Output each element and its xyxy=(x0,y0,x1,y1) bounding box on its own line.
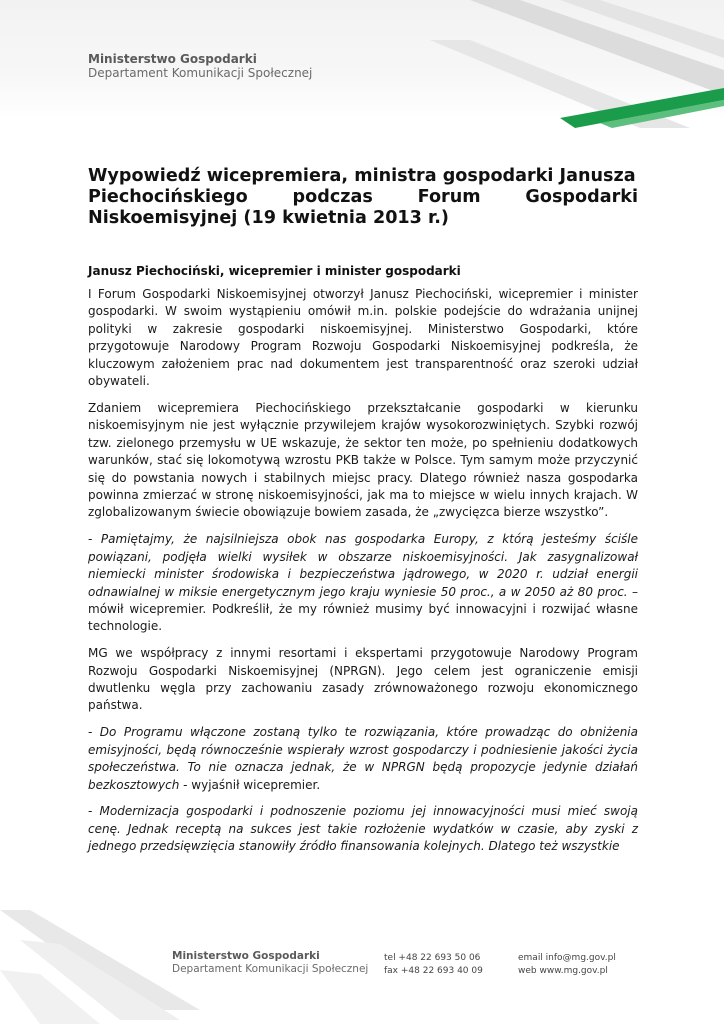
paragraph-3-quote: - Pamiętajmy, że najsilniejsza obok nas gospodarka Europy, z którą jesteśmy ściśle powiązani, podjęła wielki wysiłek w obszarze niskoemisyjności. Jak zasygnalizował niemiecki minister środowiska i bezpieczeństwa jądrowego, w 2020 r. udział energii odnawialnej w miksie energetycznym jego kraju wyniesie 50 proc., a w 2050 aż 80 proc. xyxy=(88,532,638,599)
paragraph-5-quote: - Do Programu włączone zostaną tylko te rozwiązania, które prowadząc do obniżenia emisyjności, będą równocześnie wspierały wzrost gospodarczy i podniesienie jakości życia społeczeństwa. To nie oznacza jednak, że w NPRGN będą propozycje jedynie działań bezkosztowych xyxy=(88,725,638,792)
footer-website[interactable]: web www.mg.gov.pl xyxy=(518,966,608,976)
title-line-3: Niskoemisyjnej (19 kwietnia 2013 r.) xyxy=(88,208,449,228)
byline: Janusz Piechociński, wicepremier i minister gospodarki xyxy=(88,264,461,278)
footer-fax: fax +48 22 693 40 09 xyxy=(384,966,483,976)
paragraph-3-attribution: – mówił wicepremier. Podkreślił, że my również musimy być innowacyjni i rozwijać własne technologie. xyxy=(88,584,638,634)
footer-tel: tel +48 22 693 50 06 xyxy=(384,953,481,963)
paragraph-3 xyxy=(88,531,638,635)
paragraph-5-attribution: - wyjaśnił wicepremier. xyxy=(179,777,321,792)
title-line-1: Wypowiedź wicepremiera, ministra gospodarki Janusza xyxy=(88,166,636,186)
paragraph-4: MG we współpracy z innymi resortami i ekspertami przygotowuje Narodowy Program Rozwoju Gospodarki Niskoemisyjnej (NPRGN). Jego celem jest ograniczenie emisji dwutlenku węgla przy zachowaniu zasady zrównoważonego rozwoju ekonomicznego państwa. xyxy=(88,646,638,713)
footer-dept-name: Departament Komunikacji Społecznej xyxy=(172,962,369,975)
article-body xyxy=(88,286,638,865)
header-logo xyxy=(88,52,312,81)
footer-email[interactable]: email info@mg.gov.pl xyxy=(518,953,616,963)
title-line-2: Piechocińskiego podczas Forum Gospodarki xyxy=(88,187,638,207)
document-title xyxy=(88,166,638,229)
footer-logo xyxy=(172,950,368,975)
paragraph-1: I Forum Gospodarki Niskoemisyjnej otworzył Janusz Piechociński, wicepremier i minister gospodarki. W swoim wystąpieniu omówił m.in. polskie podejście do wdrażania unijnej polityki w zakresie gospodarki niskoemisyjnej. Ministerstwo Gospodarki, które przygotowuje Narodowy Program Rozwoju Gospodarki Niskoemisyjnej podkreśla, że kluczowym założeniem prac nad dokumentem jest transparentność oraz szeroki udział obywateli. xyxy=(88,287,638,389)
footer-org-name: Ministerstwo Gospodarki xyxy=(172,950,320,962)
paragraph-5 xyxy=(88,724,638,794)
paragraph-2: Zdaniem wicepremiera Piechocińskiego przekształcanie gospodarki w kierunku niskoemisyjnym nie jest wyłącznie przywilejem krajów wysokorozwiniętych. Szybki rozwój tzw. zielonego przemysłu w UE wskazuje, że sektor ten może, po spełnieniu dodatkowych warunków, stać się lokomotywą wzrostu PKB także w Polsce. Tym samym może przyczynić się do powstania nowych i stabilnych miejsc pracy. Dlatego również nasza gospodarka powinna zmierzać w stronę niskoemisyjności, jak ma to miejsce w wielu innych krajach. W zglobalizowanym świecie obowiązuje bowiem zasada, że „zwycięzca bierze wszystko”. xyxy=(88,400,638,520)
header-org-name: Ministerstwo Gospodarki xyxy=(88,52,257,66)
footer-web-block xyxy=(518,952,616,978)
header-dept-name: Departament Komunikacji Społecznej xyxy=(88,66,313,81)
header-stripe-gray-1 xyxy=(470,0,724,95)
footer-phone-block xyxy=(384,952,483,978)
paragraph-6: - Modernizacja gospodarki i podnoszenie poziomu jej innowacyjności musi mieć swoją cenę. Jednak receptą na sukces jest takie rozłożenie wydatków w czasie, aby zyski z jednego przedsięwzięcia stanowiły źródło finansowania kolejnych. Dlatego też wszystkie xyxy=(88,804,638,854)
